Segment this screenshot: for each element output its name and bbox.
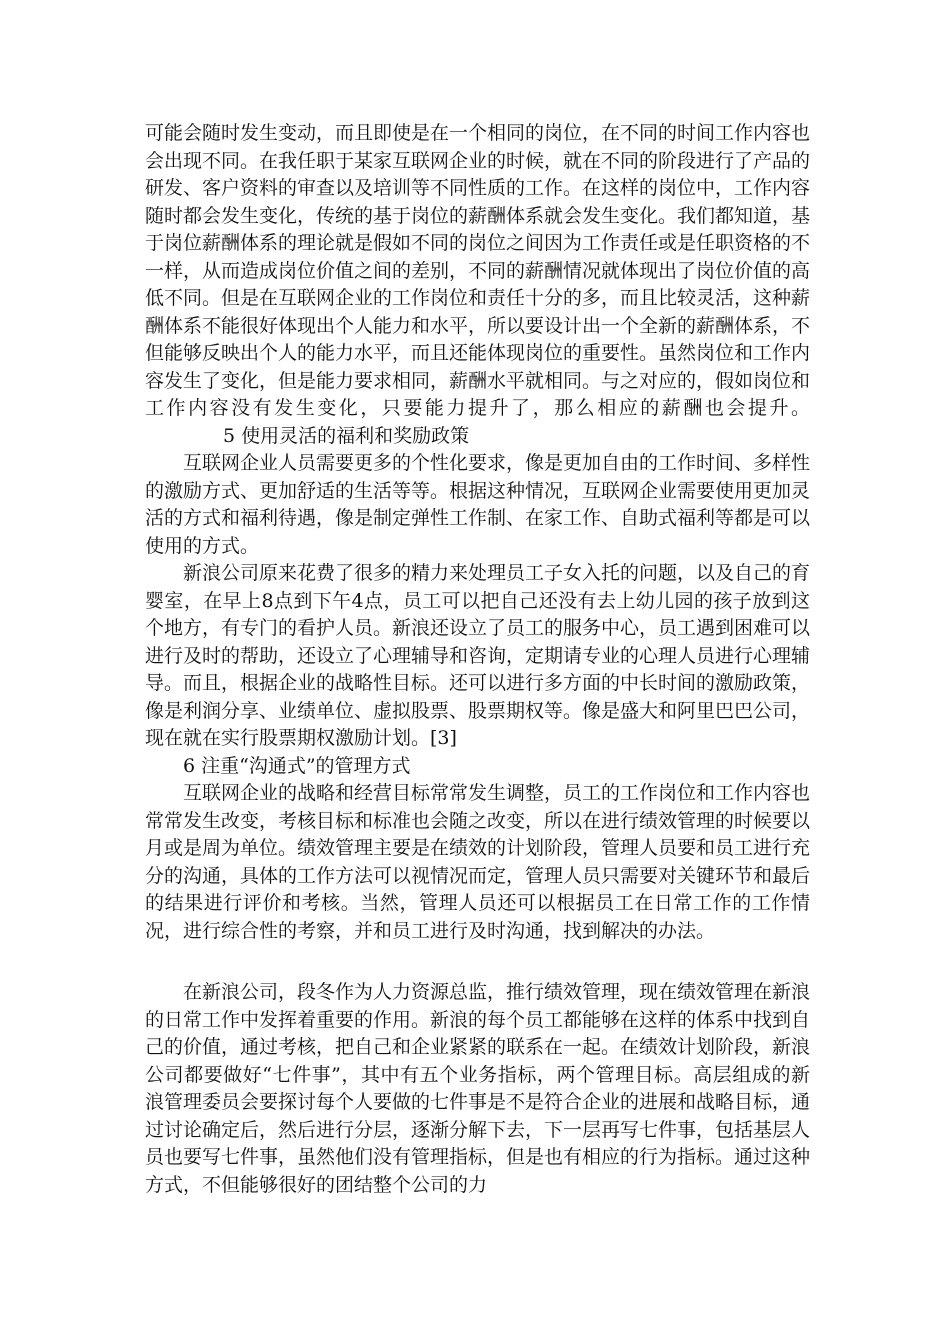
paragraph-spacer [145,945,810,979]
section-heading-5: 5 使用灵活的福利和奖励政策 [223,424,470,447]
paragraph-communication-management: 互联网企业的战略和经营目标常常发生调整，员工的工作岗位和工作内容也常常发生改变，考核目标和标准也会随之改变，所以在进行绩效管理的时候要以月或是周为单位。绩效管理主要是在绩效的计划阶段，管理人员要和员工进行充分的沟通，具体的工作方法可以视情况而定，管理人员只需要对关键环节和最后的结果进行评价和考核。当然，管理人员还可以根据员工在日常工作的工作情况，进行综合性的考察，并和员工进行及时沟通，找到解决的办法。 [145,782,811,942]
section-heading-6: 6 注重“沟通式”的管理方式 [183,754,411,777]
paragraph-salary-system [145,120,810,450]
paragraph-sina-performance: 在新浪公司，段冬作为人力资源总监，推行绩效管理，现在绩效管理在新浪的日常工作中发挥着重要的作用。新浪的每个员工都能够在这样的体系中找到自己的价值，通过考核，把自己和企业紧紧的联系在一起。在绩效计划阶段，新浪公司都要做好“七件事”，其中有五个业务指标，两个管理目标。高层组成的新浪管理委员会要探讨每个人要做的七件事是不是符合企业的进展和战略目标，通过讨论确定后，然后进行分层，逐渐分解下去，下一层再写七件事，包括基层人员也要写七件事，虽然他们没有管理指标，但是也有相应的行为指标。通过这种方式，不但能够很好的团结整个公司的力 [145,981,811,1196]
paragraph-sina-benefits: 新浪公司原来花费了很多的精力来处理员工子女入托的问题，以及自己的育婴室，在早上8点到下午4点，员工可以把自己还没有去上幼儿园的孩子放到这个地方，有专门的看护人员。新浪还设立了员工的服务中心，员工遇到困难可以进行及时的帮助，还设立了心理辅导和咨询，定期请专业的心理人员进行心理辅导。而且，根据企业的战略性目标。还可以进行多方面的中长时间的激励政策，像是利润分享、业绩单位、虚拟股票、股票期权等。像是盛大和阿里巴巴公司，现在就在实行股票期权激励计划。[3] [145,562,811,749]
document-body [145,120,810,1199]
paragraph-text: 可能会随时发生变动，而且即使是在一个相同的岗位，在不同的时间工作内容也会出现不同。在我任职于某家互联网企业的时候，就在不同的阶段进行了产品的研发、客户资料的审查以及培训等不同性质的工作。在这样的岗位中，工作内容随时都会发生变化，传统的基于岗位的薪酬体系就会发生变化。我们都知道，基于岗位薪酬体系的理论就是假如不同的岗位之间因为工作责任或是任职资格的不一样，从而造成岗位价值之间的差别，不同的薪酬情况就体现出了岗位价值的高低不同。但是在互联网企业的工作岗位和责任十分的多，而且比较灵活，这种薪酬体系不能很好体现出个人能力和水平，所以要设计出一个全新的薪酬体系，不但能够反映出个人的能力水平，而且还能体现岗位的重要性。虽然岗位和工作内容发生了变化，但是能力要求相同，薪酬水平就相同。与之对应的，假如岗位和工作内容没有发生变化，只要能力提升了，那么相应的薪酬也会提升。 [145,122,811,419]
paragraph-flexible-benefits: 互联网企业人员需要更多的个性化要求，像是更加自由的工作时间、多样性的激励方式、更加舒适的生活等等。根据这种情况，互联网企业需要使用更加灵活的方式和福利待遇，像是制定弹性工作制、在家工作、自助式福利等都是可以使用的方式。 [145,452,811,557]
